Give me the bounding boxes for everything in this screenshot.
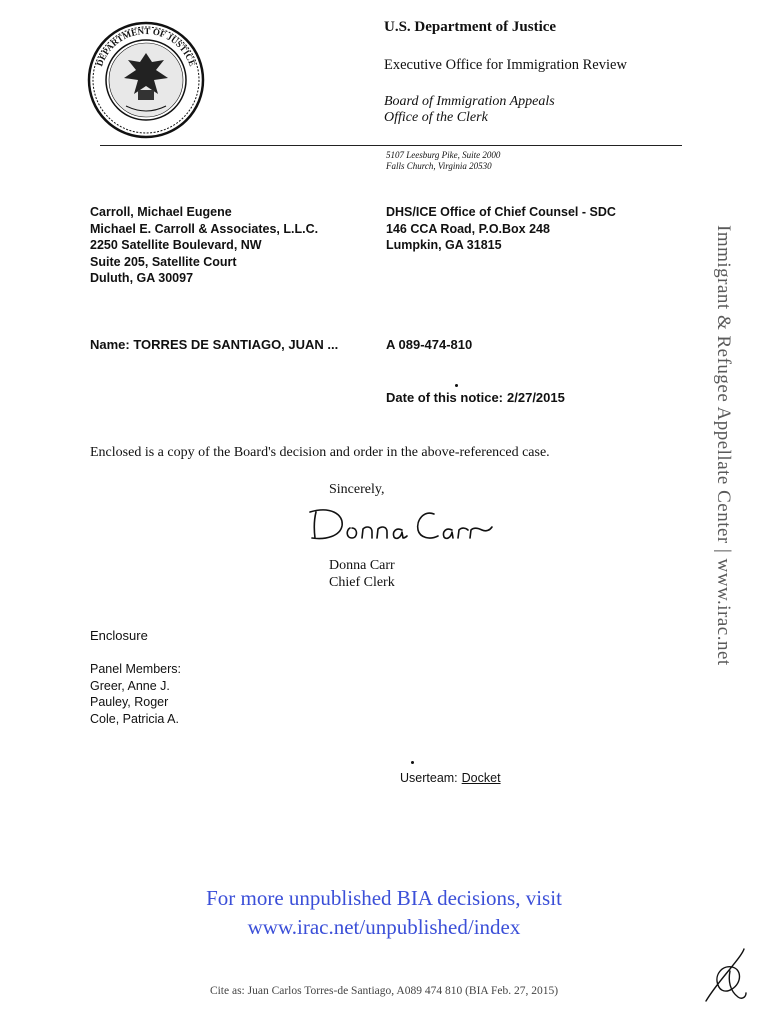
department-name: U.S. Department of Justice <box>384 19 557 35</box>
panel-member: Pauley, Roger <box>90 695 169 709</box>
signer-title: Chief Clerk <box>329 575 395 590</box>
header-rule <box>100 145 682 146</box>
speck <box>411 761 414 764</box>
footer-link[interactable]: www.irac.net/unpublished/index <box>247 915 521 939</box>
enclosure-label: Enclosure <box>90 628 148 643</box>
address-line: Suite 205, Satellite Court <box>90 254 237 269</box>
closing: Sincerely, <box>329 482 385 497</box>
footer-promo <box>0 884 768 942</box>
userteam <box>400 771 501 785</box>
panel-member: Cole, Patricia A. <box>90 711 179 726</box>
date-value: 2/27/2015 <box>507 390 565 405</box>
a-number: A 089-474-810 <box>386 337 473 352</box>
userteam-value: Docket <box>461 771 501 785</box>
panel-label: Panel Members: <box>90 662 182 676</box>
notice-date <box>386 390 565 405</box>
signer-name: Donna Carr <box>329 558 395 573</box>
enclosed-statement: Enclosed is a copy of the Board's decision and order in the above-referenced case. <box>90 445 550 460</box>
seal-text: DEPARTMENT OF JUSTICE <box>94 25 198 68</box>
side-watermark: Immigrant & Refugee Appellate Center | www.irac.net <box>713 225 734 666</box>
board-office <box>384 94 555 126</box>
address-line: Carroll, Michael Eugene <box>90 205 232 219</box>
board-address-line-1: 5107 Leesburg Pike, Suite 2000 <box>386 150 501 160</box>
handwritten-signature <box>306 500 496 546</box>
dhs-address <box>386 204 616 254</box>
board-line-1: Board of Immigration Appeals <box>384 94 555 109</box>
footer-line-1: For more unpublished BIA decisions, visit <box>206 886 562 910</box>
board-line-2: Office of the Clerk <box>384 110 488 125</box>
doj-seal <box>86 20 206 140</box>
address-line: 146 CCA Road, P.O.Box 248 <box>386 221 550 236</box>
panel-member: Greer, Anne J. <box>90 678 170 693</box>
address-line: Michael E. Carroll & Associates, L.L.C. <box>90 221 319 236</box>
signer-block <box>329 557 395 591</box>
date-label: Date of this notice: <box>386 390 504 405</box>
address-line: Lumpkin, GA 31815 <box>386 238 502 252</box>
speck <box>455 384 458 387</box>
respondent-name: Name: TORRES DE SANTIAGO, JUAN ... <box>90 337 339 352</box>
address-line: DHS/ICE Office of Chief Counsel - SDC <box>386 205 616 219</box>
address-line: 2250 Satellite Boulevard, NW <box>90 238 262 252</box>
office-name: Executive Office for Immigration Review <box>384 57 627 73</box>
board-address <box>386 150 500 172</box>
userteam-label: Userteam: <box>400 771 458 785</box>
citation: Cite as: Juan Carlos Torres-de Santiago, A089 474 810 (BIA Feb. 27, 2015) <box>209 985 559 997</box>
address-line: Duluth, GA 30097 <box>90 271 194 285</box>
panel-members <box>90 661 181 727</box>
board-address-line-2: Falls Church, Virginia 20530 <box>386 161 492 171</box>
attorney-address <box>90 204 318 287</box>
